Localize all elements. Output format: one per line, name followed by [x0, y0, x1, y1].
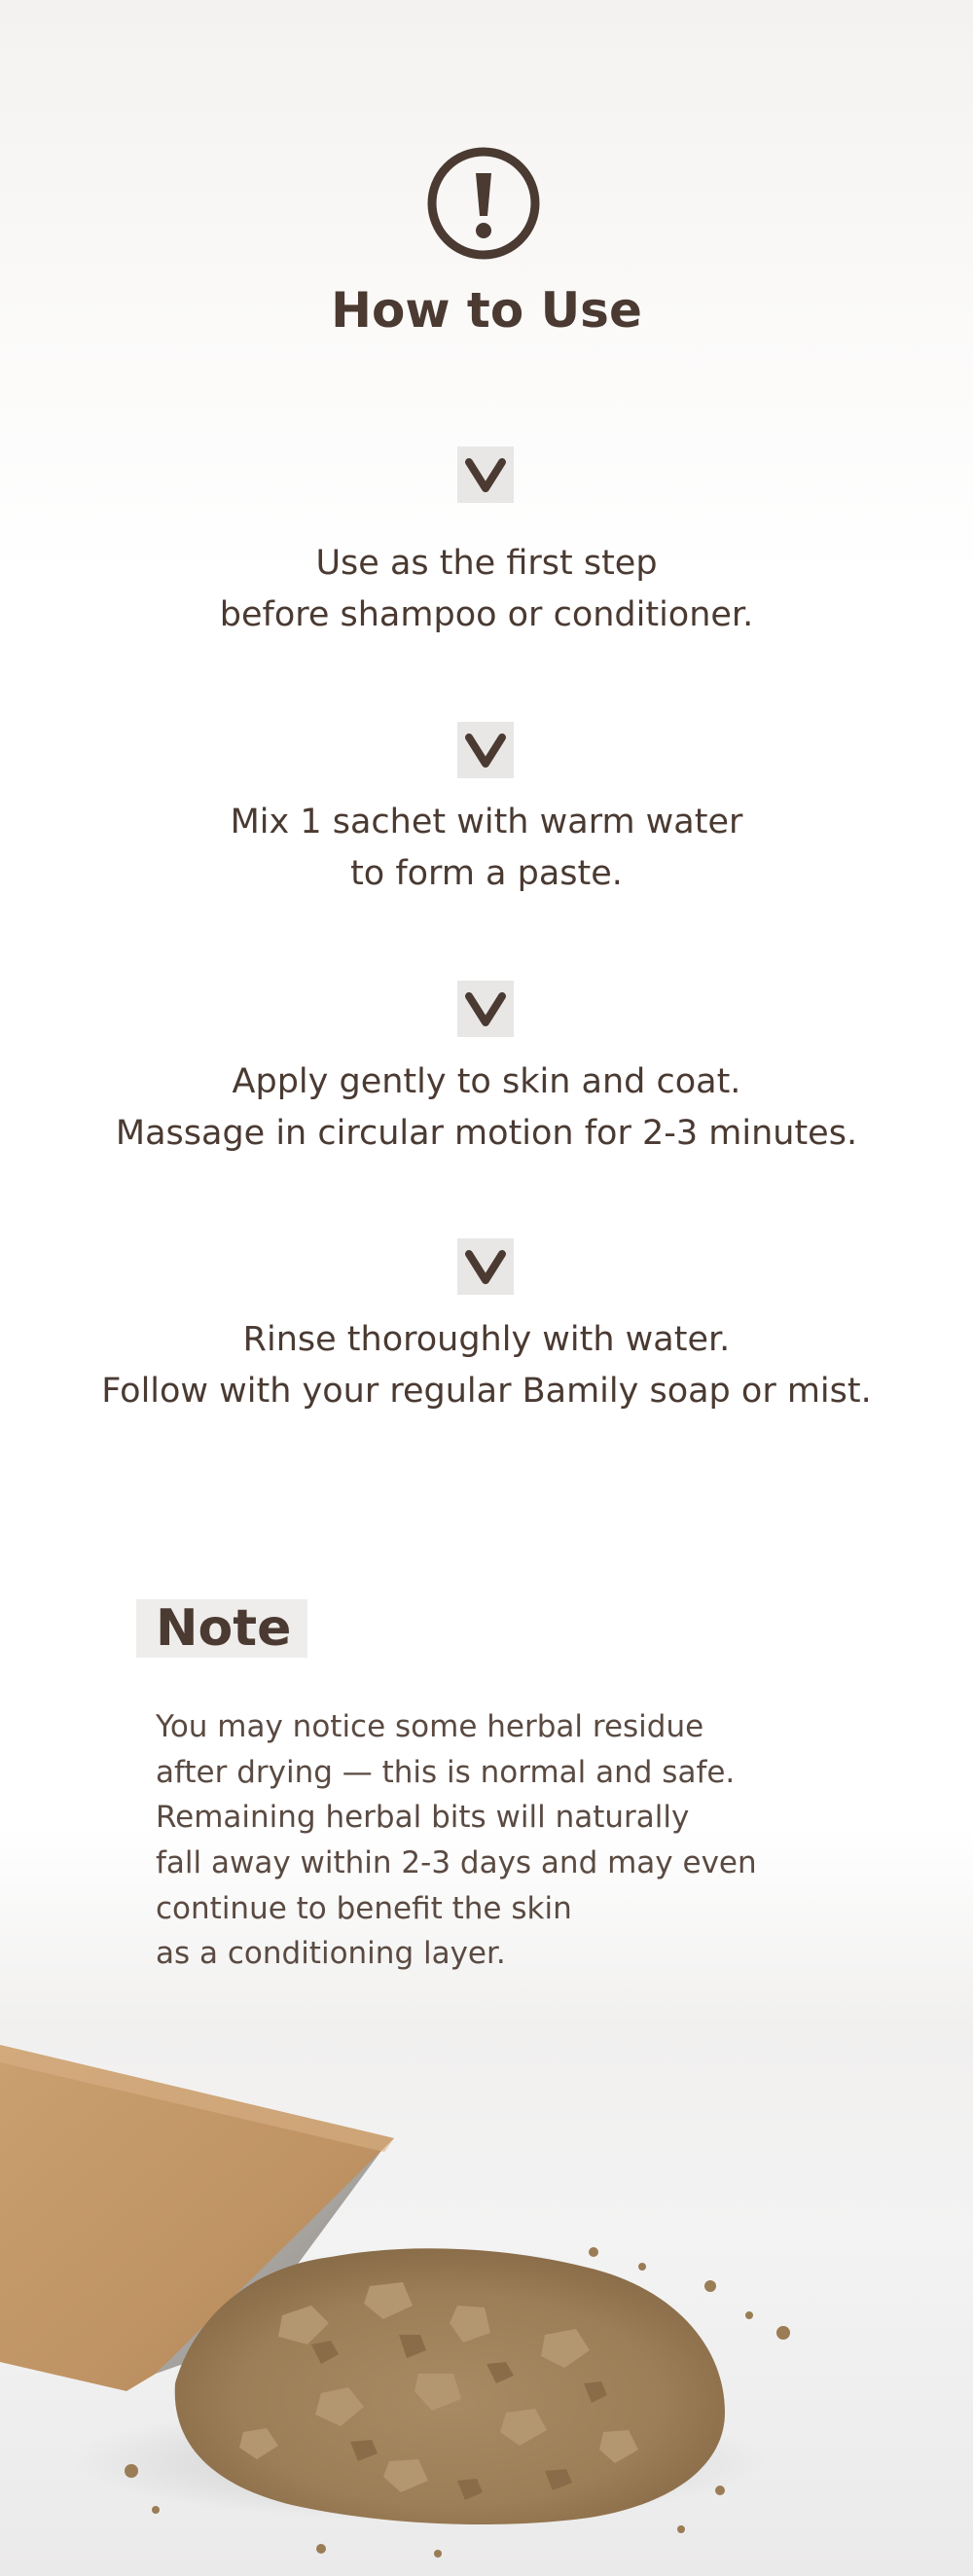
step-4-line-1: Rinse thoroughly with water.	[242, 1320, 731, 1359]
step-4-line-2: Follow with your regular Bamily soap or mist.	[101, 1372, 872, 1411]
note-line: continue to benefit the skin	[156, 1891, 572, 1926]
step-1-line-1: Use as the first step	[315, 544, 658, 583]
check-icon	[457, 447, 514, 503]
herbal-powder-sachet-image	[0, 2023, 973, 2576]
note-line: after drying — this is normal and safe.	[156, 1755, 736, 1790]
note-label: Note	[136, 1599, 307, 1658]
step-3-line-1: Apply gently to skin and coat.	[232, 1062, 741, 1101]
check-icon	[457, 722, 514, 778]
note-line: fall away within 2-3 days and may even	[156, 1845, 757, 1880]
page-title: How to Use	[331, 282, 642, 339]
exclamation-circle-icon	[426, 146, 541, 261]
step-2-line-1: Mix 1 sachet with warm water	[230, 803, 743, 841]
step-1-line-2: before shampoo or conditioner.	[219, 595, 754, 634]
note-line: You may notice some herbal residue	[156, 1709, 704, 1744]
note-line: Remaining herbal bits will naturally	[156, 1800, 690, 1835]
step-3-line-2: Massage in circular motion for 2-3 minutes.	[115, 1114, 858, 1153]
note-line: as a conditioning layer.	[156, 1936, 506, 1971]
step-2-line-2: to form a paste.	[350, 854, 623, 893]
check-icon	[457, 981, 514, 1037]
check-icon	[457, 1238, 514, 1295]
